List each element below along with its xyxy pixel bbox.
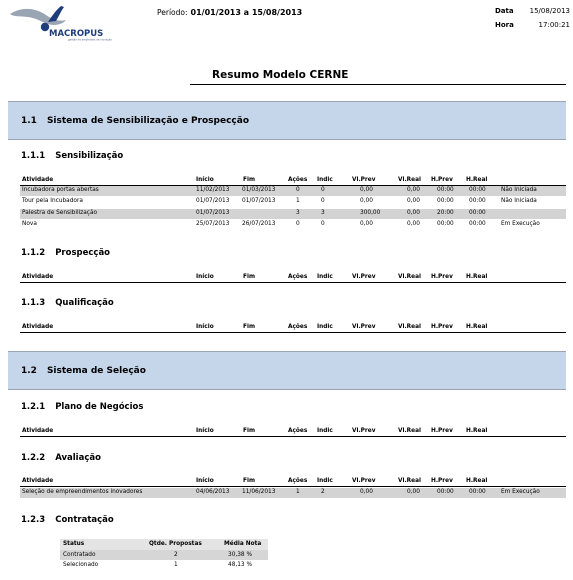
table-row: Incubadora portas abertas 11/02/2013 01/03/2013 0 0 0,00 0,00 00:00 00:00 Não Iniciada	[20, 186, 566, 196]
report-title: Resumo Modelo CERNE	[212, 69, 349, 81]
subsection-1-2-1: 1.2.1 Plano de Negócios	[21, 402, 144, 412]
subsection-1-2-2: 1.2.2 Avaliação	[21, 453, 101, 463]
period-label: Período:	[157, 8, 188, 17]
date-label: Data	[495, 7, 514, 15]
report-time	[495, 21, 570, 29]
col-h-prev: H.Prev	[431, 177, 453, 183]
subsection-1-1-3: 1.1.3 Qualificação	[21, 298, 114, 308]
table-row: Contratado 2 30,38 %	[60, 550, 268, 560]
col-inicio: Início	[196, 177, 214, 183]
col-fim: Fim	[243, 177, 255, 183]
time-label: Hora	[495, 21, 514, 29]
table-header-avaliacao: Atividade Início Fim Ações Indic Vl.Prev Vl.Real H.Prev H.Real	[20, 478, 566, 487]
col-qtde-propostas: Qtde. Propostas	[149, 541, 202, 547]
section-1-1	[8, 101, 566, 140]
col-media-nota: Média Nota	[224, 541, 262, 547]
col-vl-real: Vl.Real	[398, 177, 421, 183]
table-header-prospeccao: Atividade Início Fim Ações Indic Vl.Prev Vl.Real H.Prev H.Real	[20, 274, 566, 283]
date-value: 15/08/2013	[529, 7, 570, 15]
table-row: Nova 25/07/2013 26/07/2013 0 0 0,00 0,00 00:00 00:00 Em Execução	[22, 221, 540, 227]
report-period	[157, 8, 302, 17]
table-row: Tour pela Incubadora 01/07/2013 01/07/2013 1 0 0,00 0,00 00:00 00:00 Não Iniciada	[22, 198, 537, 204]
subsection-1-1-2: 1.1.2 Prospecção	[21, 248, 111, 258]
period-value: 01/01/2013 a 15/08/2013	[190, 8, 303, 17]
table-row: Palestra de Sensibilização 01/07/2013 3 3 300,00 0,00 20:00 00:00	[20, 209, 566, 219]
col-indic: Indic	[317, 177, 333, 183]
table-header-plano-negocios: Atividade Início Fim Ações Indic Vl.Prev Vl.Real H.Prev H.Real	[20, 428, 566, 437]
table-row: Selecionado 1 48,13 %	[63, 562, 252, 568]
contratacao-header	[60, 539, 268, 550]
logo-tagline: gestão de ambientes de inovação	[68, 38, 112, 42]
macropus-logo	[6, 2, 124, 42]
col-acoes: Ações	[288, 177, 308, 183]
subsection-1-1-1: 1.1.1 Sensibilização	[21, 151, 124, 161]
report-date	[495, 7, 570, 15]
title-divider	[190, 84, 566, 85]
contratacao-table	[60, 539, 268, 570]
table-header-sensibilizacao	[20, 177, 566, 186]
logo-wordmark: MACROPUS	[49, 29, 104, 39]
col-atividade: Atividade	[22, 177, 54, 183]
table-row: Seleção de empreendimentos inovadores 04/06/2013 11/06/2013 1 2 0,00 0,00 00:00 00:00 Em Execução	[20, 488, 566, 498]
subsection-1-2-3: 1.2.3 Contratação	[21, 515, 114, 525]
time-value: 17:00:21	[538, 21, 570, 29]
col-status: Status	[63, 541, 85, 547]
table-header-qualificacao: Atividade Início Fim Ações Indic Vl.Prev Vl.Real H.Prev H.Real	[20, 324, 566, 333]
section-title: 1.1 Sistema de Sensibilização e Prospecção	[21, 116, 250, 126]
section-1-2	[8, 351, 566, 390]
col-vl-prev: Vl.Prev	[352, 177, 376, 183]
col-h-real: H.Real	[466, 177, 488, 183]
section-title: 1.2 Sistema de Seleção	[21, 366, 146, 376]
